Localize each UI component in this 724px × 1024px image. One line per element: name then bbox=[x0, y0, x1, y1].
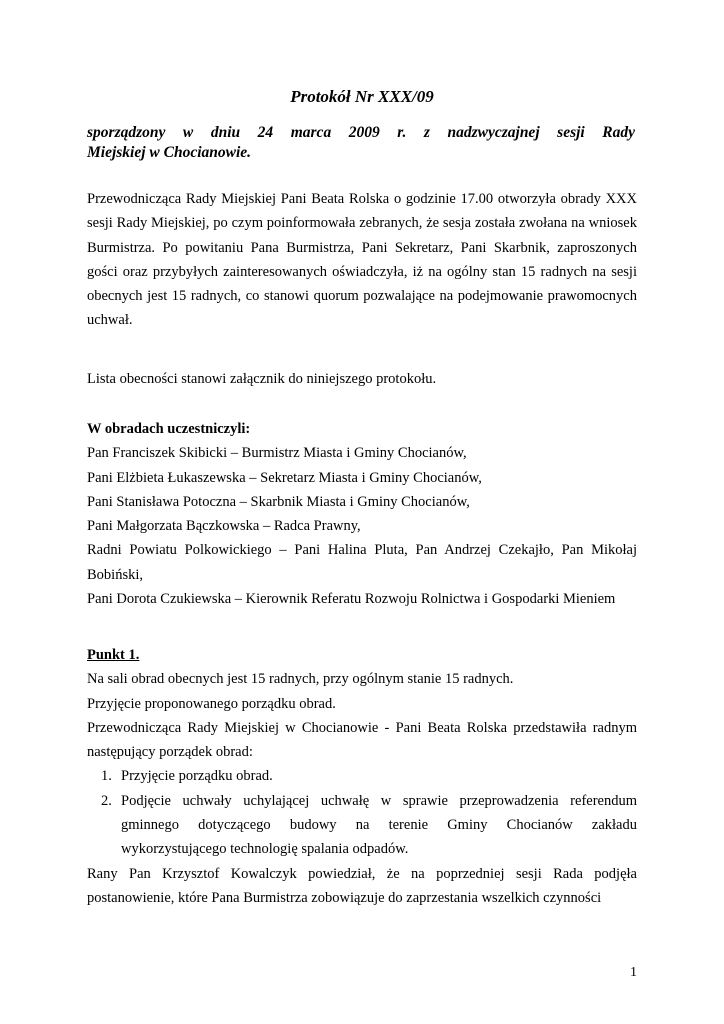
document-title: Protokół Nr XXX/09 bbox=[290, 87, 434, 106]
intro-line: uchwał. bbox=[87, 312, 133, 329]
attendance-note: Lista obecności stanowi załącznik do niniejszego protokołu. bbox=[87, 371, 437, 387]
participant-line: Radni Powiatu Polkowickiego – Pani Halina Pluta, Pan Andrzej Czekajło, Pan Mikołaj bbox=[87, 542, 637, 559]
agenda-item-number: 2. bbox=[101, 792, 112, 809]
participants-heading: W obradach uczestniczyli: bbox=[87, 421, 251, 437]
punkt-1-line: Przewodnicząca Rady Miejskiej w Chocianowie - Pani Beata Rolska przedstawiła radnym bbox=[87, 719, 637, 736]
agenda-item-text: wykorzystującego technologię spalania odpadów. bbox=[121, 841, 409, 858]
punkt-1-closing-line: Rany Pan Krzysztof Kowalczyk powiedział, że na poprzedniej sesji Rada podjęła bbox=[87, 865, 637, 882]
agenda-item bbox=[87, 789, 637, 862]
participant-line: Pani Małgorzata Bączkowska – Radca Prawny, bbox=[87, 518, 361, 535]
participants-section bbox=[87, 417, 637, 611]
punkt-1-line: Przyjęcie proponowanego porządku obrad. bbox=[87, 695, 336, 712]
agenda-item-number: 1. bbox=[101, 768, 112, 785]
participant-line: Pani Elżbieta Łukaszewska – Sekretarz Miasta i Gminy Chocianów, bbox=[87, 469, 482, 486]
agenda-item bbox=[87, 764, 637, 788]
subtitle-line-2: Miejskiej w Chocianowie. bbox=[87, 144, 252, 161]
punkt-1-section bbox=[87, 643, 637, 910]
participant-line: Pan Franciszek Skibicki – Burmistrz Miasta i Gminy Chocianów, bbox=[87, 445, 467, 462]
participant-line: Pani Dorota Czukiewska – Kierownik Referatu Rozwoju Rolnictwa i Gospodarki Mieniem bbox=[87, 591, 616, 608]
subtitle-line-1: sporządzony w dniu 24 marca 2009 r. z nadzwyczajnej sesji Rady bbox=[87, 124, 635, 141]
punkt-1-closing-line: postanowienie, które Pana Burmistrza zobowiązuje do zaprzestania wszelkich czynności bbox=[87, 889, 602, 906]
intro-line: Burmistrza. Po powitaniu Pana Burmistrza, Pani Sekretarz, Pani Skarbnik, zaproszonych bbox=[87, 239, 637, 256]
punkt-1-line: następujący porządek obrad: bbox=[87, 744, 253, 761]
page-number: 1 bbox=[630, 965, 637, 980]
agenda-item-text: Przyjęcie porządku obrad. bbox=[121, 768, 273, 785]
intro-line: Przewodnicząca Rady Miejskiej Pani Beata Rolska o godzinie 17.00 otworzyła obrady XXX bbox=[87, 191, 637, 207]
punkt-1-heading: Punkt 1. bbox=[87, 647, 140, 663]
attendance-note-block bbox=[87, 367, 637, 391]
intro-line: obecnych jest 15 radnych, co stanowi quorum pozwalające na podejmowanie prawomocnych bbox=[87, 288, 637, 305]
agenda-item-text: gminnego dotyczącego budowy na terenie Gminy Chocianów zakładu bbox=[121, 817, 637, 834]
agenda-item-text: Podjęcie uchwały uchylającej uchwałę w sprawie przeprowadzenia referendum bbox=[121, 792, 637, 809]
intro-paragraph bbox=[87, 187, 637, 333]
punkt-1-line: Na sali obrad obecnych jest 15 radnych, przy ogólnym stanie 15 radnych. bbox=[87, 671, 514, 688]
participant-line: Bobiński, bbox=[87, 566, 143, 583]
participant-line: Pani Stanisława Potoczna – Skarbnik Miasta i Gminy Chocianów, bbox=[87, 493, 470, 510]
intro-line: sesji Rady Miejskiej, po czym poinformowała zebranych, że sesja została zwołana na wniosek bbox=[87, 215, 637, 232]
intro-line: gości oraz przybyłych zainteresowanych oświadczyła, iż na ogólny stan 15 radnych na sesji bbox=[87, 263, 637, 280]
